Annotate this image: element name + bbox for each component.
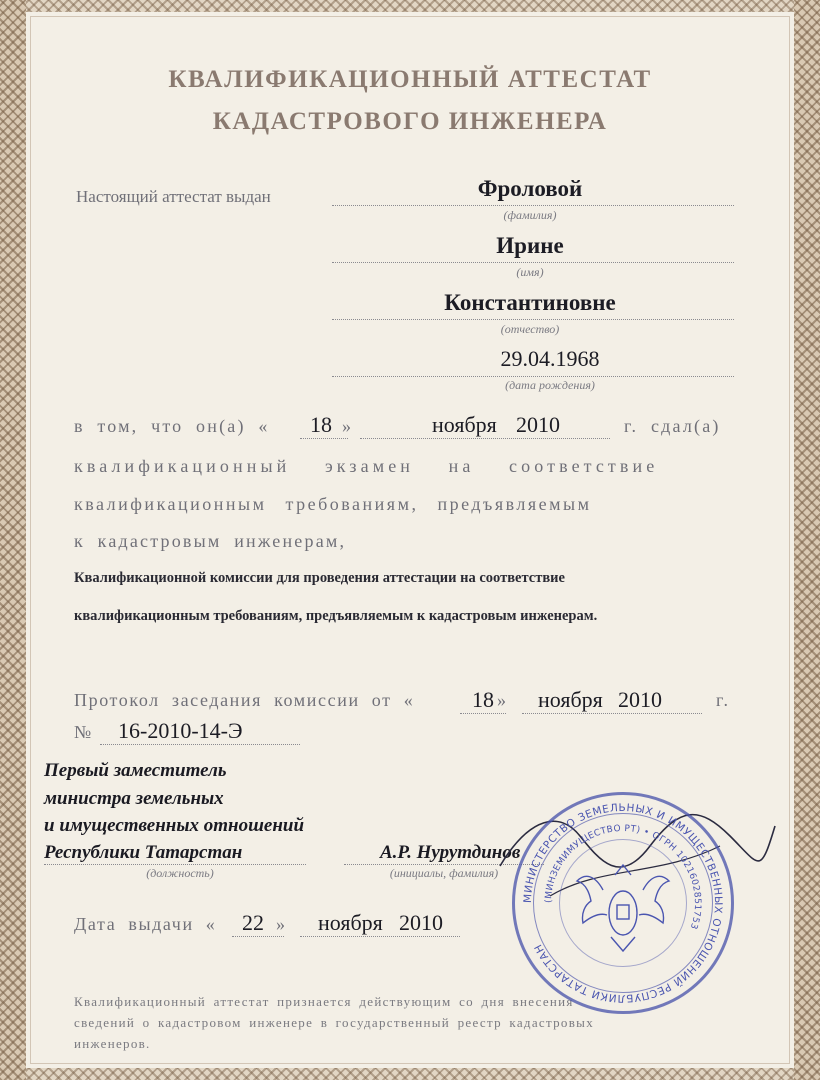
official-line-1: Первый заместитель <box>44 760 227 781</box>
birth-date-caption: (дата рождения) <box>505 378 595 392</box>
birth-date-line <box>332 376 734 377</box>
issue-year: 2010 <box>399 910 443 935</box>
right-ornament-border <box>794 0 820 1080</box>
exam-suffix: г. сдал(а) <box>624 416 721 436</box>
exam-month: ноября <box>432 412 497 437</box>
official-line-4: Республики Татарстан <box>44 842 243 863</box>
protocol-month: ноября <box>538 687 603 712</box>
name-line <box>332 262 734 263</box>
position-caption: (должность) <box>146 866 214 880</box>
issue-day: 22 <box>242 910 264 935</box>
commission-line-1: Квалификационной комиссии для проведения аттестации на соответствие <box>74 570 565 586</box>
exam-line-3: квалификационным требованиям, предъявляемым <box>74 494 592 514</box>
seal-text-ring <box>515 795 731 1011</box>
left-ornament-border <box>0 0 26 1080</box>
exam-prefix: в том, что он(а) « <box>74 416 270 436</box>
official-name-caption: (инициалы, фамилия) <box>389 866 499 880</box>
seal-outer-text: МИНИСТЕРСТВО ЗЕМЕЛЬНЫХ И ИМУЩЕСТВЕННЫХ ОТНОШЕНИЙ РЕСПУБЛИКИ ТАТАРСТАН <box>521 801 725 1005</box>
footer-line-3: инженеров. <box>74 1036 151 1051</box>
exam-line-2: квалификационный экзамен на соответствие <box>74 456 659 476</box>
official-line-2: министра земельных <box>44 788 224 809</box>
title-line-1: КВАЛИФИКАЦИОННЫЙ АТТЕСТАТ <box>168 66 652 93</box>
official-seal <box>512 792 734 1014</box>
protocol-g: г. <box>716 690 731 710</box>
patronymic-line <box>332 319 734 320</box>
surname-value: Фроловой <box>477 176 583 201</box>
exam-day-close: » <box>342 416 354 436</box>
issued-to-label: Настоящий аттестат выдан <box>76 187 271 206</box>
protocol-day-line <box>460 713 506 714</box>
footer-line-1: Квалификационный аттестат признается действующим со дня внесения <box>74 994 574 1009</box>
surname-line <box>332 205 734 206</box>
name-value: Ирине <box>496 233 564 258</box>
exam-date-line <box>360 438 610 439</box>
issue-month: ноября <box>318 910 383 935</box>
official-name: А.Р. Нурутдинов <box>380 842 521 863</box>
exam-year: 2010 <box>516 412 560 437</box>
protocol-number-sign: № <box>74 722 94 742</box>
issue-date-label: Дата выдачи « <box>74 914 217 934</box>
bottom-ornament-border <box>0 1068 820 1080</box>
title-line-2: КАДАСТРОВОГО ИНЖЕНЕРА <box>212 108 608 135</box>
issue-day-close: » <box>276 914 288 934</box>
protocol-day-close: » <box>497 690 509 710</box>
protocol-year: 2010 <box>618 687 662 712</box>
exam-day: 18 <box>310 412 332 437</box>
birth-date-value: 29.04.1968 <box>500 346 600 371</box>
protocol-number: 16-2010-14-Э <box>118 718 243 743</box>
footer-line-2: сведений о кадастровом инженере в государственный реестр кадастровых <box>74 1015 594 1030</box>
name-caption: (имя) <box>516 265 544 279</box>
eagle-emblem-icon <box>577 865 669 951</box>
exam-line-4: к кадастровым инженерам, <box>74 531 347 551</box>
protocol-number-line <box>100 744 300 745</box>
surname-caption: (фамилия) <box>503 208 557 222</box>
protocol-prefix: Протокол заседания комиссии от « <box>74 690 415 710</box>
top-ornament-border <box>0 0 820 12</box>
exam-day-line <box>300 438 348 439</box>
seal-inner-text: (МИНЗЕМИМУЩЕСТВО РТ) • ОГРН 1021602851753 <box>543 823 703 931</box>
commission-line-2: квалификационным требованиям, предъявляемым к кадастровым инженерам. <box>74 608 598 624</box>
issue-date-line <box>300 936 460 937</box>
protocol-date-line <box>522 713 702 714</box>
protocol-day: 18 <box>472 687 494 712</box>
position-line <box>44 864 306 865</box>
patronymic-caption: (отчество) <box>500 322 560 336</box>
svg-text:(МИНЗЕМИМУЩЕСТВО РТ) • ОГРН 10 <box>544 824 702 931</box>
patronymic-value: Константиновне <box>444 290 616 315</box>
official-line-3: и имущественных отношений <box>44 815 305 836</box>
issue-day-line <box>232 936 284 937</box>
